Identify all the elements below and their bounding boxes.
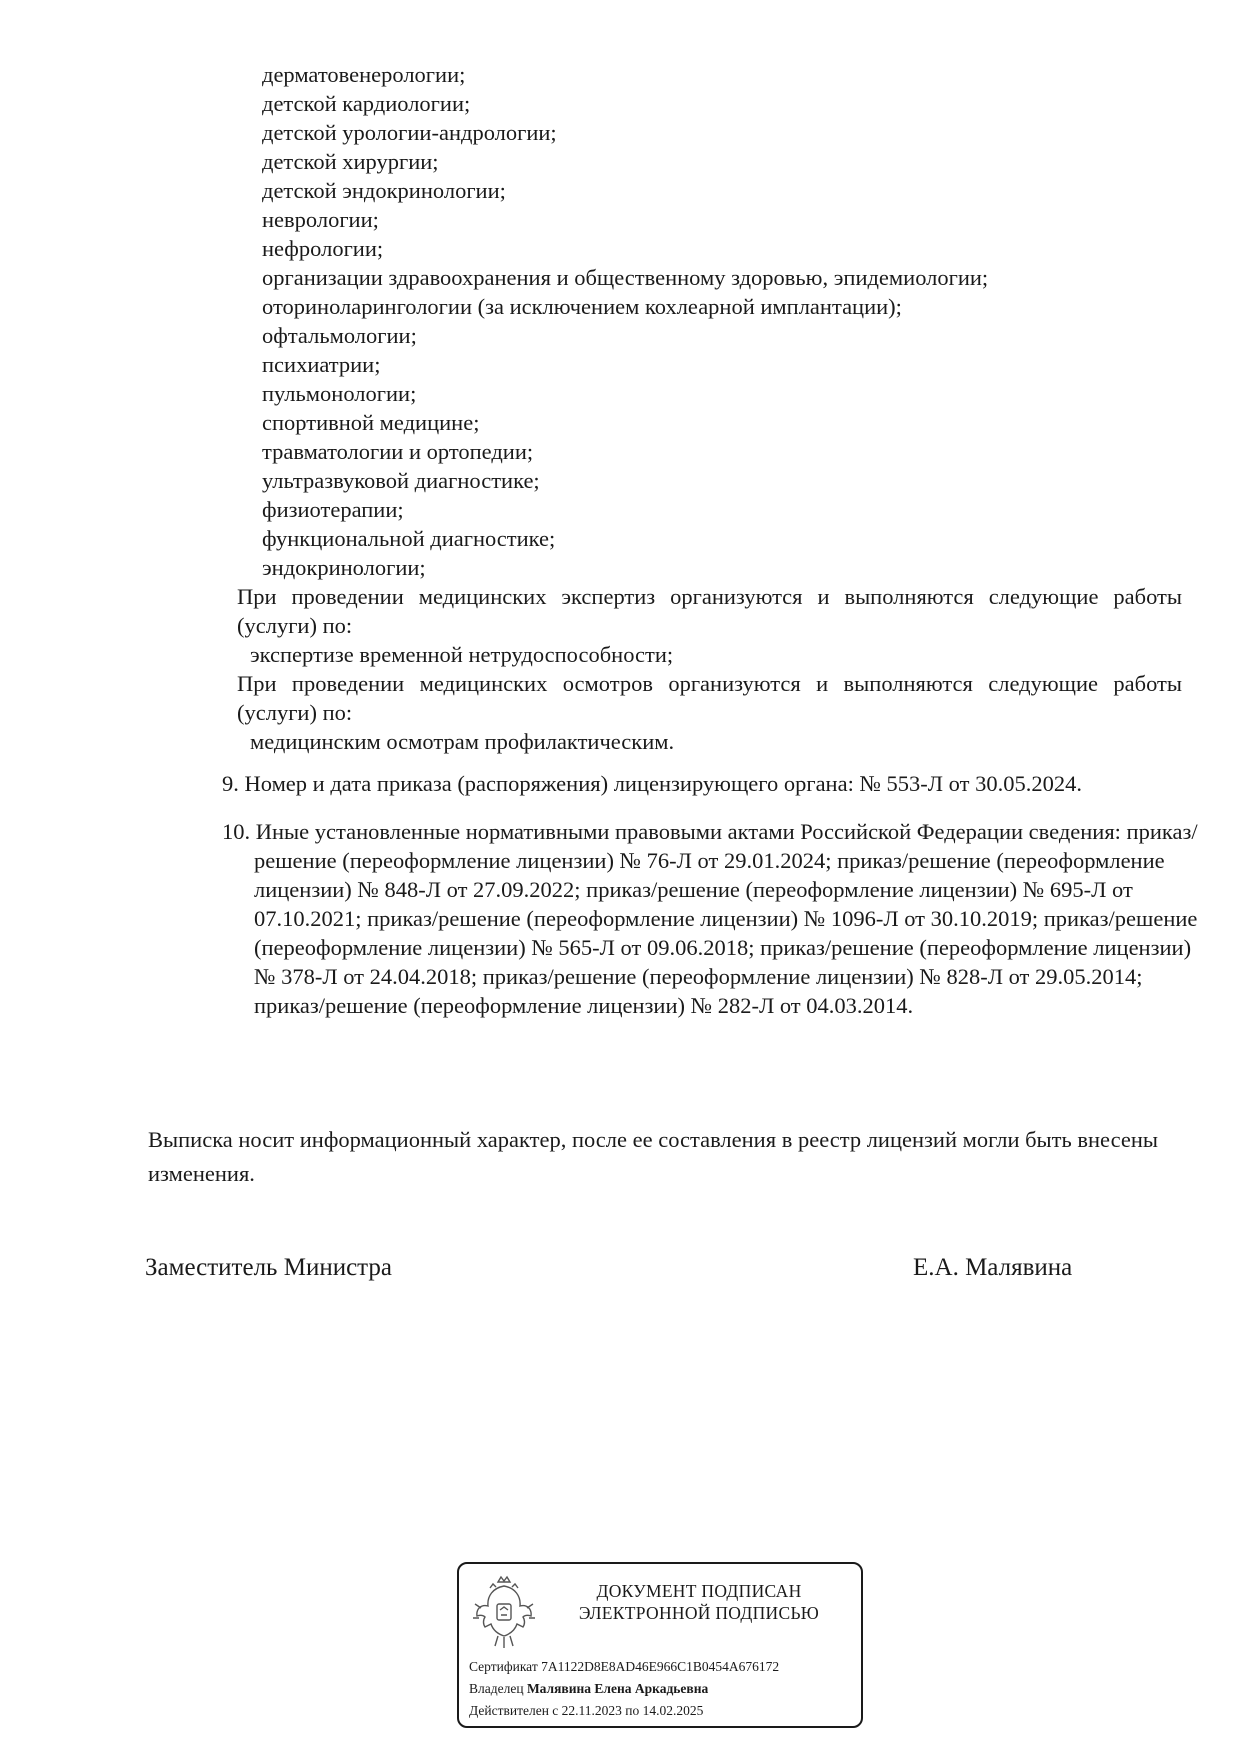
list-item: нефрологии; [262, 236, 384, 261]
list-item: дерматовенерологии; [262, 62, 466, 87]
stamp-line-2: ЭЛЕКТРОННОЙ ПОДПИСЬЮ [578, 1603, 820, 1623]
certificate-row [469, 1656, 779, 1678]
list-item: спортивной медицине; [262, 410, 480, 435]
list-item: пульмонологии; [262, 381, 417, 406]
owner-label: Владелец [469, 1681, 524, 1696]
examinations-item: медицинским осмотрам профилактическим. [250, 729, 675, 754]
list-item: оториноларингологии (за исключением кохлеарной имплантации); [262, 294, 902, 319]
list-item: детской эндокринологии; [262, 178, 506, 203]
list-item: детской кардиологии; [262, 91, 471, 116]
owner-row [469, 1678, 779, 1700]
stamp-heading [549, 1580, 849, 1624]
expertise-intro: При проведении медицинских экспертиз организуются и выполняются следующие работы (услуги) по: [237, 584, 1182, 638]
list-item: эндокринологии; [262, 555, 426, 580]
list-item: офтальмологии; [262, 323, 417, 348]
signatory-title: Заместитель Министра [145, 1254, 392, 1281]
coat-of-arms-icon [471, 1574, 537, 1650]
other-information: 10. Иные установленные нормативными правовыми актами Российской Федерации сведения: приказ/решение (переоформление лицензии) № 76-Л от 29.01.2024; приказ/решение (переоформление лицензии) № 848-Л от 27.09.2022; приказ/решение (переоформление лицензии) № 695-Л от 07.10.2021; приказ/решение (переоформление лицензии) № 1096-Л от 30.10.2019; приказ/решение (переоформление лицензии) № 565-Л от 09.06.2018; приказ/решение (переоформление лицензии) № 378-Л от 24.04.2018; приказ/решение (переоформление лицензии) № 828-Л от 29.05.2014; приказ/решение (переоформление лицензии) № 282-Л от 04.03.2014. [222, 819, 1198, 1018]
stamp-details [469, 1656, 779, 1722]
owner-value: Малявина Елена Аркадьевна [526, 1681, 709, 1696]
list-item: детской хирургии; [262, 149, 439, 174]
disclaimer-note: Выписка носит информационный характер, после ее составления в реестр лицензий могли быть внесены изменения. [148, 1127, 1159, 1186]
list-item: детской урологии-андрологии; [262, 120, 557, 145]
expertise-item: экспертизе временной нетрудоспособности; [250, 642, 674, 667]
list-item: физиотерапии; [262, 497, 404, 522]
signatory-name: Е.А. Малявина [913, 1254, 1073, 1281]
certificate-value: 7A1122D8E8AD46E966C1B0454A676172 [541, 1659, 780, 1674]
examinations-intro: При проведении медицинских осмотров организуются и выполняются следующие работы (услуги) по: [237, 671, 1182, 725]
specialty-list [262, 60, 988, 582]
list-item: травматологии и ортопедии; [262, 439, 534, 464]
validity-row: Действителен с 22.11.2023 по 14.02.2025 [469, 1703, 704, 1718]
certificate-label: Сертификат [469, 1659, 538, 1674]
license-order-number: 9. Номер и дата приказа (распоряжения) лицензирующего органа: № 553-Л от 30.05.2024. [222, 771, 1082, 796]
stamp-line-1: ДОКУМЕНТ ПОДПИСАН [596, 1581, 802, 1601]
electronic-signature-stamp [457, 1562, 863, 1728]
list-item: функциональной диагностике; [262, 526, 556, 551]
list-item: неврологии; [262, 207, 379, 232]
list-item: психиатрии; [262, 352, 381, 377]
list-item: ультразвуковой диагностике; [262, 468, 540, 493]
list-item: организации здравоохранения и общественному здоровью, эпидемиологии; [262, 265, 989, 290]
